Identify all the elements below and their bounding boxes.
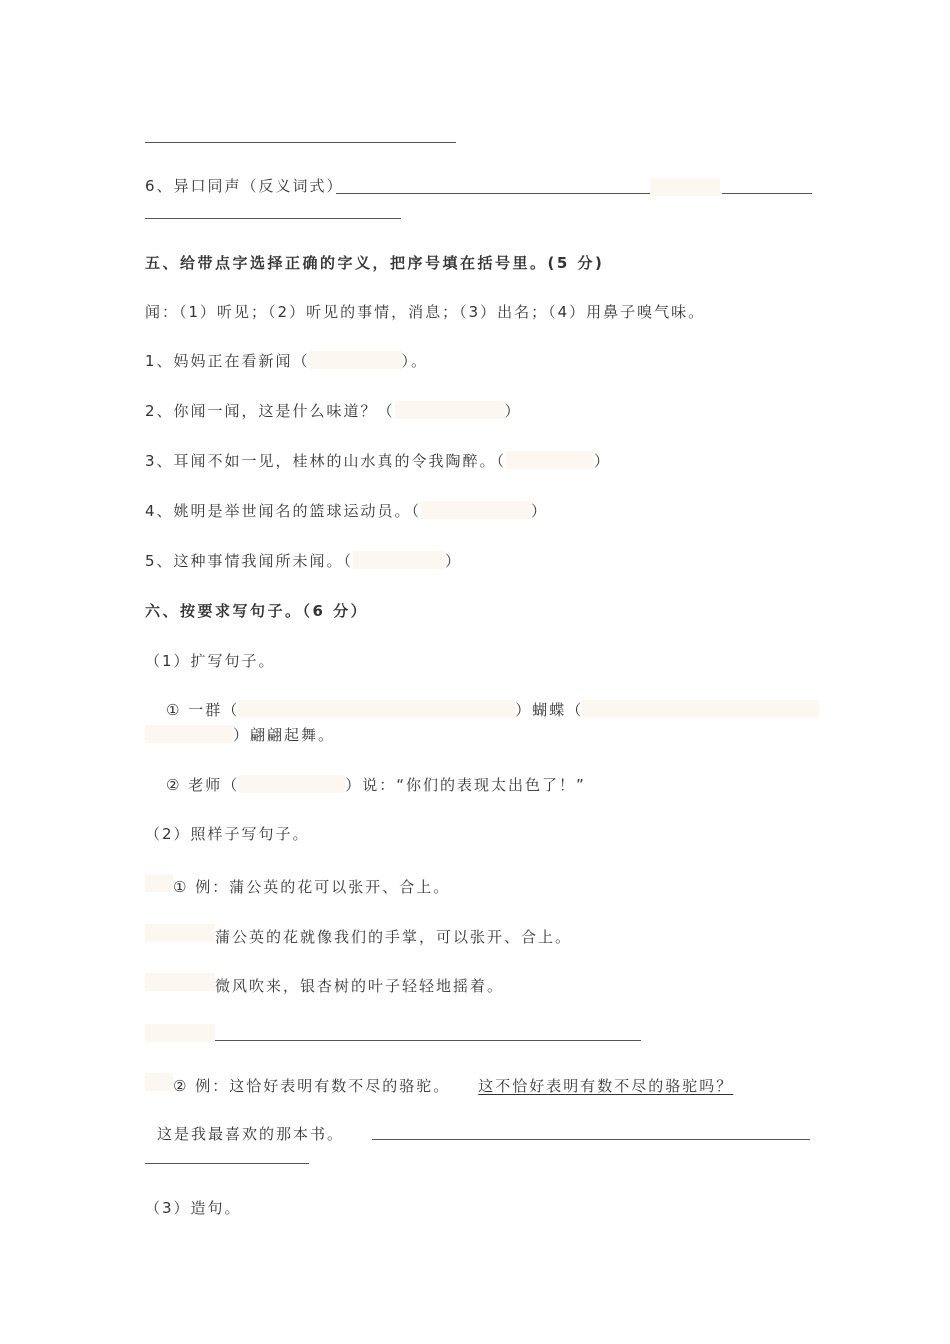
- item-text: 5、这种事情我闻所未闻。（: [145, 552, 354, 570]
- item-close: ）。: [401, 352, 429, 370]
- item-text: 4、姚明是举世闻名的篮球运动员。（: [145, 502, 422, 520]
- indent: [145, 1073, 173, 1091]
- section5-item-4: [145, 501, 548, 521]
- item-close: ）: [504, 402, 522, 420]
- example1-text: ① 例：蒲公英的花可以张开、合上。: [173, 878, 451, 896]
- answer-line[interactable]: [215, 1040, 641, 1041]
- answer-blank[interactable]: [239, 700, 515, 718]
- part3-label-text: （3）造句。: [145, 1199, 242, 1217]
- answer-blank[interactable]: [583, 700, 819, 718]
- item-text: 2、你闻一闻，这是什么味道？（: [145, 402, 395, 420]
- section5-item-2: [145, 401, 522, 421]
- answer-line[interactable]: [145, 1163, 309, 1164]
- part2-example1-answer: [145, 924, 572, 947]
- part1-label-text: （1）扩写句子。: [145, 652, 276, 670]
- section5-item-5: [145, 551, 462, 571]
- part2-label-text: （2）照样子写句子。: [145, 825, 310, 843]
- section5-item-3: [145, 451, 611, 471]
- indent: [145, 874, 173, 892]
- part1-label: [145, 651, 276, 671]
- item-close: ）: [531, 502, 549, 520]
- part2-example1: [145, 874, 450, 897]
- part3-label: [145, 1198, 242, 1218]
- answer-blank[interactable]: [310, 351, 402, 369]
- part2-example1-task: [145, 973, 504, 996]
- answer-line[interactable]: [336, 193, 650, 194]
- part1-sentence1: [166, 700, 819, 720]
- part2-example2: [145, 1073, 733, 1096]
- example2-text: ② 例：这恰好表明有数不尽的骆驼。: [173, 1077, 451, 1095]
- q6-label: [145, 176, 344, 196]
- section5-title: 五、给带点字选择正确的字义，把序号填在括号里。(5 分): [145, 254, 605, 272]
- s2-part-b: ）说：“你们的表现太出色了！”: [345, 776, 586, 794]
- indent: [145, 924, 215, 942]
- answer-line[interactable]: [145, 218, 401, 219]
- item-text: 1、妈妈正在看新闻（: [145, 352, 310, 370]
- answer-line[interactable]: [722, 193, 812, 194]
- answer-blank[interactable]: [145, 725, 233, 743]
- part2-label: [145, 824, 310, 844]
- answer-blank[interactable]: [506, 451, 594, 469]
- answer-blank[interactable]: [421, 501, 531, 519]
- s1-part-b: ）蝴蝶（: [515, 701, 584, 719]
- section5-item-1: [145, 351, 428, 371]
- answer-blank[interactable]: [395, 401, 505, 419]
- indent: [145, 973, 215, 991]
- example2-answer-text: 这不恰好表明有数不尽的骆驼吗？: [478, 1077, 734, 1095]
- section6-title: 六、按要求写句子。（6 分）: [145, 602, 369, 620]
- q6-label-text: 6、异口同声（反义词式）: [145, 177, 344, 195]
- section5-meanings: 闻：（1）听见；（2）听见的事情，消息；（3）出名；（4）用鼻子嗅气味。: [145, 303, 706, 321]
- s1-part-a: ① 一群（: [166, 701, 240, 719]
- example1-task-text: 微风吹来，银杏树的叶子轻轻地摇着。: [215, 977, 505, 995]
- part1-sentence2: [166, 775, 586, 795]
- answer-blank: [650, 178, 720, 196]
- part2-example2-task: [145, 1124, 344, 1144]
- s1-part-c: ）翩翩起舞。: [233, 726, 336, 744]
- item-text: 3、耳闻不如一见，桂林的山水真的令我陶醉。（: [145, 452, 507, 470]
- item-close: ）: [445, 552, 463, 570]
- answer-line[interactable]: [145, 142, 456, 143]
- answer-blank[interactable]: [353, 551, 445, 569]
- answer-blank[interactable]: [239, 775, 345, 793]
- example2-task-text: 这是我最喜欢的那本书。: [157, 1125, 345, 1143]
- answer-line[interactable]: [372, 1139, 810, 1140]
- part1-sentence1-cont: [145, 725, 335, 745]
- s2-part-a: ② 老师（: [166, 776, 240, 794]
- indent: [145, 1024, 215, 1042]
- example1-answer-text: 蒲公英的花就像我们的手掌，可以张开、合上。: [215, 928, 573, 946]
- item-close: ）: [594, 452, 612, 470]
